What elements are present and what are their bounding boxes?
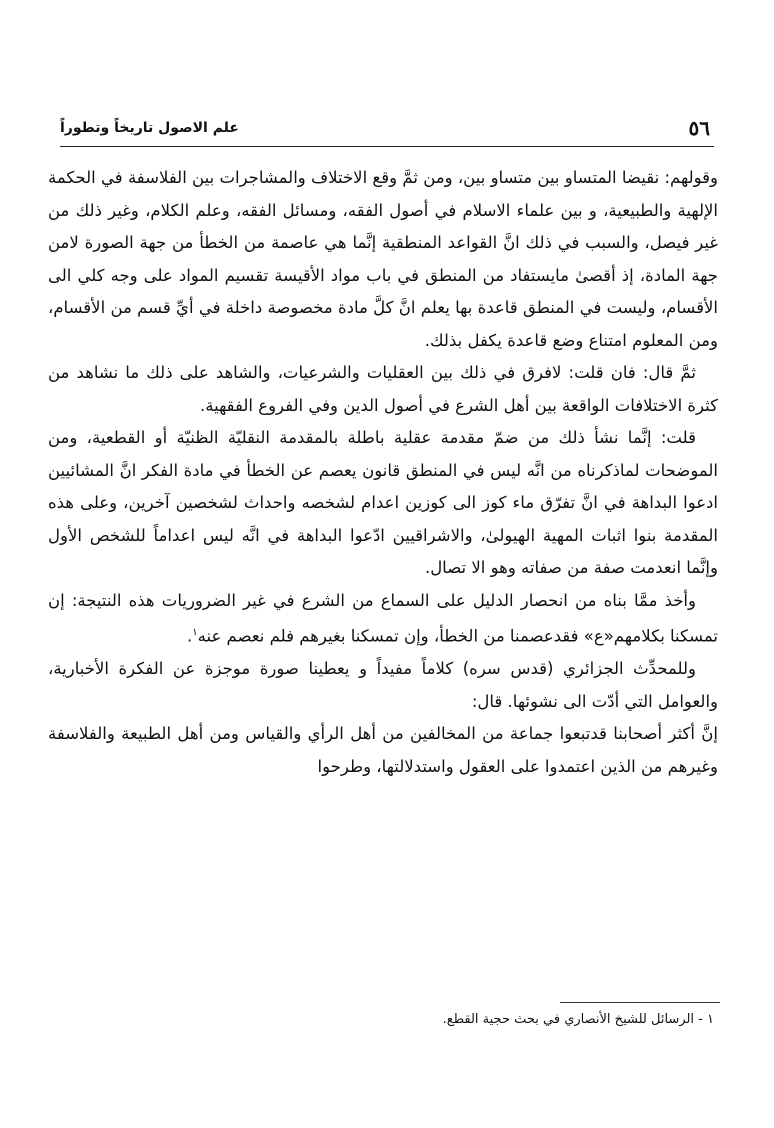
footnote: ١ - الرسائل للشيخ الأنصاري في بحث حجية القطع.: [442, 1012, 714, 1027]
paragraph-1: وقولهم: نقيضا المتساو بين متساو بين، ومن ثمَّ وقع الاختلاف والمشاجرات بين الفلاسفة في الحكمة الإلهية والطبيعية، و بين علماء الاسلام في أصول الفقه، ومسائل الفقه، وعلم الكلام، وغير ذلك من غير فيصل، والسبب في ذلك انَّ القواعد المنطقية إنَّما هي عاصمة من الخطأ من جهة الصورة لامن جهة المادة، إذ أقصىٰ مايستفاد من المنطق في باب مواد الأقيسة تقسيم المواد على وجه كلي الى الأقسام، وليست في المنطق قاعدة بها يعلم انَّ كلَّ مادة مخصوصة داخلة في أيِّ قسم من الأقسام، ومن المعلوم امتناع وضع قاعدة يكفل بذلك.: [48, 168, 718, 350]
page-number: ٥٦: [688, 116, 710, 140]
paragraph-5: وللمحدِّث الجزائري (قدس سره) كلاماً مفيداً و يعطينا صورة موجزة عن الفكرة الأخبارية، والعوامل التي أدّت الى نشوئها. قال:: [48, 659, 718, 711]
paragraph-3: قلت: إنَّما نشأ ذلك من ضمّ مقدمة عقلية باطلة بالمقدمة النقليّة الظنيّة أو القطعية، ومن الموضحات لماذكرناه من انَّه ليس في المنطق قانون يعصم عن الخطأ في مادة الفكر انَّ المشائيين ادعوا البداهة في انَّ تفرّق ماء كوز الى كوزين اعدام لشخصه واحداث لشخصين آخرين، وعلى هذه المقدمة بنوا اثبات المهية الهيولىٰ، والاشراقيين ادّعوا البداهة في انَّه ليس اعداماً للشخص الأول وإنَّما انعدمت صفة من صفاته وهو الا تصال.: [48, 428, 718, 577]
paragraph-2: ثمَّ قال: فان قلت: لافرق في ذلك بين العقليات والشرعيات، والشاهد على ذلك ما نشاهد من كثرة الاختلافات الواقعة بين أهل الشرع في أصول الدين وفي الفروع الفقهية.: [48, 363, 718, 415]
page-header: [60, 112, 714, 147]
body-text: [48, 162, 718, 783]
running-title: علم الاصول تاريخاً وتطوراً: [60, 120, 239, 136]
footnote-divider: [560, 1002, 720, 1003]
paragraph-4-end: .: [187, 626, 193, 646]
paragraph-4-text: وأخذ ممَّا بناه من انحصار الدليل على السماع من الشرع في غير الضروريات هذه النتيجة: إن تمسكنا بكلامهم«ع» فقدعصمنا من الخطأ، وإن تمسكنا بغيرهم فلم نعصم عنه: [48, 590, 718, 646]
paragraph-4: [48, 585, 718, 654]
footnote-reference: ١: [192, 627, 198, 638]
paragraph-6: إنَّ أكثر أصحابنا قدتبعوا جماعة من المخالفين من أهل الرأي والقياس ومن أهل الطبيعة والفلاسفة وغيرهم من الذين اعتمدوا على العقول واستدلالتها، وطرحوا: [48, 724, 718, 776]
